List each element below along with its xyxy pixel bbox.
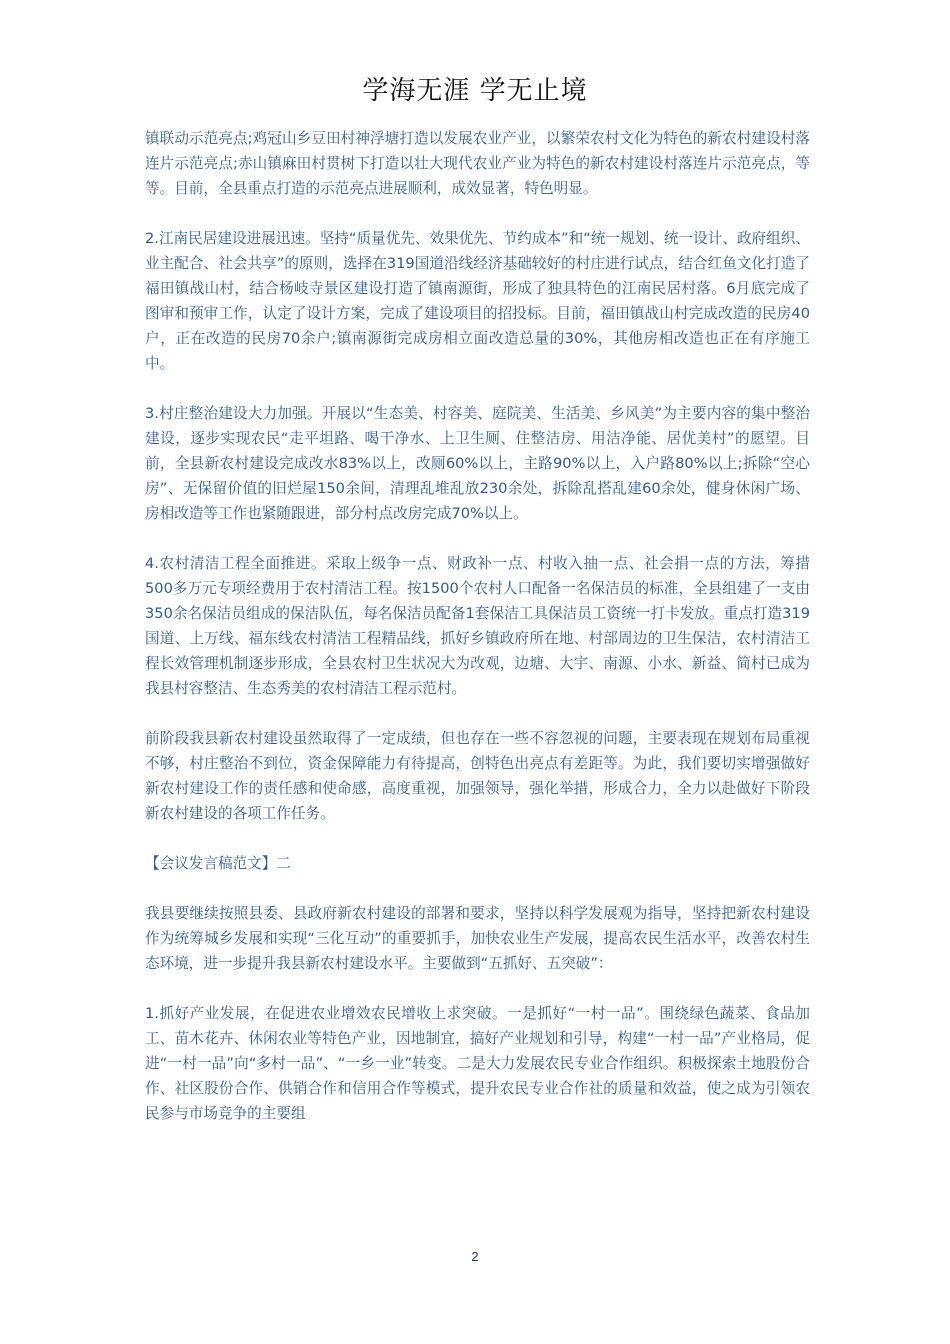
paragraph-rural-cleaning: 4.农村清洁工程全面推进。采取上级争一点、财政补一点、村收入抽一点、社会捐一点的方法，筹措500多万元专项经费用于农村清洁工程。按1500个农村人口配备一名保洁员的标准，全县组建了一支由350余名保洁员组成的保洁队伍，每名保洁员配备1套保洁工具保洁员工资统一打卡发放。重点打造319国道、上万线、福东线农村清洁工程精品线，抓好乡镇政府所在地、村部周边的卫生保洁，农村清洁工程长效管理机制逐步形成，全县农村卫生状况大为改观，边塘、大宇、南源、小水、新益、简村已成为我县村容整洁、生态秀美的农村清洁工程示范村。 (145, 555, 810, 697)
paragraph-village-rectification: 3.村庄整治建设大力加强。开展以“生态美、村容美、庭院美、生活美、乡风美”为主要内容的集中整治建设，逐步实现农民“走平坦路、喝干净水、上卫生厕、住整洁房、用洁净能、居优美村”的愿望。目前，全县新农村建设完成改水83%以上，改厕60%以上，主路90%以上，入户路80%以上;拆除“空心房”、无保留价值的旧烂屋150余间，清理乱堆乱放230余处，拆除乱搭乱建60余处，健身休闲广场、房相改造等工作也紧随跟进，部分村点改房完成70%以上。 (145, 405, 810, 522)
page-number: 2 (471, 1249, 479, 1264)
section-heading-speech-two: 【会议发言稿范文】二 (145, 855, 291, 872)
paragraph-demonstration-points: 镇联动示范亮点;鸡冠山乡豆田村神浮塘打造以发展农业产业，以繁荣农村文化为特色的新农村建设村落连片示范亮点;赤山镇麻田村贯树下打造以壮大现代农业产业为特色的新农村建设村落连片示范亮点，等等。目前，全县重点打造的示范亮点进展顺利，成效显著，特色明显。 (145, 130, 810, 197)
paragraph-jiangnan-residences: 2.江南民居建设进展迅速。坚持“质量优先、效果优先、节约成本”和“统一规划、统一设计、政府组织、业主配合、社会共享”的原则，选择在319国道沿线经济基础较好的村庄进行试点，结合红鱼文化打造了福田镇战山村，结合杨岐寺景区建设打造了镇南源街，形成了独具特色的江南民居村落。6月底完成了图审和预审工作，认定了设计方案，完成了建设项目的招投标。目前，福田镇战山村完成改造的民房40户，正在改造的民房70余户;镇南源街完成房相立面改造总量的30%，其他房相改造也正在有序施工中。 (145, 230, 810, 372)
paragraph-industry-development: 1.抓好产业发展，在促进农业增效农民增收上求突破。一是抓好“一村一品”。围绕绿色蔬菜、食品加工、苗木花卉、休闲农业等特色产业，因地制宜，搞好产业规划和引导，构建“一村一品”产业格局，促进“一村一品”向“多村一品”、“一乡一业”转变。二是大力发展农民专业合作组织。积极探索土地股份合作、社区股份合作、供销合作和信用合作等模式，提升农民专业合作社的质量和效益，使之成为引领农民参与市场竞争的主要组 (145, 1005, 810, 1122)
page-header-title: 学海无涯 学无止境 (362, 76, 588, 106)
document-body (145, 126, 810, 1151)
paragraph-problems-summary: 前阶段我县新农村建设虽然取得了一定成绩，但也存在一些不容忽视的问题，主要表现在规划布局重视不够，村庄整治不到位，资金保障能力有待提高，创特色出亮点有差距等。为此，我们要切实增强做好新农村建设工作的责任感和使命感，高度重视，加强领导，强化举措，形成合力，全力以赴做好下阶段新农村建设的各项工作任务。 (145, 730, 810, 822)
paragraph-county-plan: 我县要继续按照县委、县政府新农村建设的部署和要求，坚持以科学发展观为指导，坚持把新农村建设作为统筹城乡发展和实现“三化互动”的重要抓手，加快农业生产发展，提高农民生活水平，改善农村生态环境，进一步提升我县新农村建设水平。主要做到“五抓好、五突破”： (145, 905, 810, 972)
